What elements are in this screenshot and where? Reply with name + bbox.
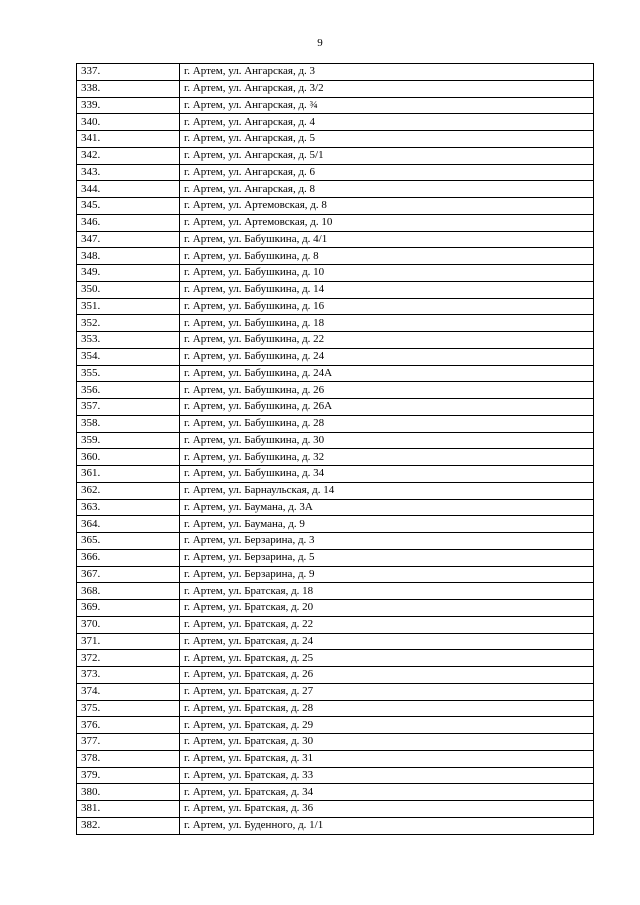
row-address: г. Артем, ул. Бабушкина, д. 22 [180, 332, 594, 349]
row-number: 375. [77, 700, 180, 717]
row-number: 341. [77, 131, 180, 148]
row-number: 350. [77, 281, 180, 298]
row-number: 376. [77, 717, 180, 734]
row-address: г. Артем, ул. Артемовская, д. 10 [180, 214, 594, 231]
row-number: 360. [77, 449, 180, 466]
row-number: 338. [77, 80, 180, 97]
row-address: г. Артем, ул. Бабушкина, д. 4/1 [180, 231, 594, 248]
table-row [77, 533, 594, 550]
table-row [77, 667, 594, 684]
address-table-body [77, 64, 594, 835]
table-row [77, 516, 594, 533]
row-address: г. Артем, ул. Ангарская, д. 5/1 [180, 147, 594, 164]
row-number: 339. [77, 97, 180, 114]
row-address: г. Артем, ул. Бабушкина, д. 16 [180, 298, 594, 315]
row-number: 345. [77, 198, 180, 215]
table-row [77, 382, 594, 399]
table-row [77, 131, 594, 148]
row-address: г. Артем, ул. Бабушкина, д. 32 [180, 449, 594, 466]
table-row [77, 97, 594, 114]
row-address: г. Артем, ул. Берзарина, д. 3 [180, 533, 594, 550]
row-number: 340. [77, 114, 180, 131]
row-number: 343. [77, 164, 180, 181]
row-address: г. Артем, ул. Братская, д. 33 [180, 767, 594, 784]
row-address: г. Артем, ул. Братская, д. 25 [180, 650, 594, 667]
row-address: г. Артем, ул. Ангарская, д. 4 [180, 114, 594, 131]
table-row [77, 650, 594, 667]
table-row [77, 164, 594, 181]
row-address: г. Артем, ул. Бабушкина, д. 18 [180, 315, 594, 332]
row-address: г. Артем, ул. Буденного, д. 1/1 [180, 817, 594, 834]
row-number: 374. [77, 683, 180, 700]
table-row [77, 281, 594, 298]
table-row [77, 181, 594, 198]
table-row [77, 298, 594, 315]
row-address: г. Артем, ул. Бабушкина, д. 34 [180, 466, 594, 483]
row-address: г. Артем, ул. Бабушкина, д. 28 [180, 415, 594, 432]
row-number: 348. [77, 248, 180, 265]
table-row [77, 801, 594, 818]
row-number: 379. [77, 767, 180, 784]
row-address: г. Артем, ул. Бабушкина, д. 10 [180, 265, 594, 282]
row-number: 366. [77, 549, 180, 566]
table-row [77, 214, 594, 231]
table-row [77, 80, 594, 97]
row-number: 364. [77, 516, 180, 533]
row-number: 342. [77, 147, 180, 164]
row-address: г. Артем, ул. Ангарская, д. 5 [180, 131, 594, 148]
table-row [77, 415, 594, 432]
row-address: г. Артем, ул. Братская, д. 34 [180, 784, 594, 801]
row-number: 381. [77, 801, 180, 818]
row-address: г. Артем, ул. Бабушкина, д. 26 [180, 382, 594, 399]
row-address: г. Артем, ул. Бабушкина, д. 30 [180, 432, 594, 449]
row-number: 367. [77, 566, 180, 583]
table-row [77, 64, 594, 81]
row-address: г. Артем, ул. Братская, д. 22 [180, 616, 594, 633]
table-row [77, 683, 594, 700]
table-row [77, 549, 594, 566]
table-row [77, 432, 594, 449]
row-number: 373. [77, 667, 180, 684]
row-number: 356. [77, 382, 180, 399]
row-address: г. Артем, ул. Ангарская, д. 8 [180, 181, 594, 198]
row-number: 346. [77, 214, 180, 231]
row-number: 362. [77, 482, 180, 499]
table-row [77, 583, 594, 600]
row-address: г. Артем, ул. Братская, д. 18 [180, 583, 594, 600]
table-row [77, 315, 594, 332]
table-row [77, 348, 594, 365]
row-address: г. Артем, ул. Братская, д. 31 [180, 750, 594, 767]
table-row [77, 717, 594, 734]
row-number: 382. [77, 817, 180, 834]
table-row [77, 616, 594, 633]
row-address: г. Артем, ул. Артемовская, д. 8 [180, 198, 594, 215]
table-row [77, 449, 594, 466]
table-row [77, 700, 594, 717]
row-address: г. Артем, ул. Баумана, д. 9 [180, 516, 594, 533]
row-address: г. Артем, ул. Ангарская, д. 3 [180, 64, 594, 81]
row-address: г. Артем, ул. Ангарская, д. 3/2 [180, 80, 594, 97]
row-number: 363. [77, 499, 180, 516]
row-number: 344. [77, 181, 180, 198]
row-address: г. Артем, ул. Бабушкина, д. 26А [180, 399, 594, 416]
table-row [77, 231, 594, 248]
table-row [77, 784, 594, 801]
row-number: 358. [77, 415, 180, 432]
table-row [77, 600, 594, 617]
row-address: г. Артем, ул. Братская, д. 36 [180, 801, 594, 818]
row-address: г. Артем, ул. Берзарина, д. 9 [180, 566, 594, 583]
row-number: 361. [77, 466, 180, 483]
row-number: 371. [77, 633, 180, 650]
row-address: г. Артем, ул. Бабушкина, д. 8 [180, 248, 594, 265]
table-row [77, 499, 594, 516]
row-number: 347. [77, 231, 180, 248]
row-address: г. Артем, ул. Бабушкина, д. 24 [180, 348, 594, 365]
table-row [77, 734, 594, 751]
table-row [77, 399, 594, 416]
address-table [76, 63, 594, 835]
table-row [77, 365, 594, 382]
row-number: 357. [77, 399, 180, 416]
row-number: 365. [77, 533, 180, 550]
row-address: г. Артем, ул. Братская, д. 29 [180, 717, 594, 734]
table-row [77, 466, 594, 483]
row-number: 368. [77, 583, 180, 600]
table-row [77, 332, 594, 349]
row-number: 359. [77, 432, 180, 449]
table-row [77, 114, 594, 131]
table-row [77, 248, 594, 265]
row-address: г. Артем, ул. Барнаульская, д. 14 [180, 482, 594, 499]
table-row [77, 566, 594, 583]
row-address: г. Артем, ул. Братская, д. 28 [180, 700, 594, 717]
row-number: 378. [77, 750, 180, 767]
row-number: 354. [77, 348, 180, 365]
table-row [77, 265, 594, 282]
row-number: 351. [77, 298, 180, 315]
row-number: 337. [77, 64, 180, 81]
row-number: 372. [77, 650, 180, 667]
table-row [77, 750, 594, 767]
row-number: 352. [77, 315, 180, 332]
table-row [77, 817, 594, 834]
table-row [77, 147, 594, 164]
row-number: 349. [77, 265, 180, 282]
row-number: 377. [77, 734, 180, 751]
row-number: 369. [77, 600, 180, 617]
row-address: г. Артем, ул. Братская, д. 27 [180, 683, 594, 700]
row-address: г. Артем, ул. Братская, д. 24 [180, 633, 594, 650]
page-number: 9 [317, 37, 323, 49]
row-address: г. Артем, ул. Бабушкина, д. 14 [180, 281, 594, 298]
row-address: г. Артем, ул. Бабушкина, д. 24А [180, 365, 594, 382]
row-number: 353. [77, 332, 180, 349]
row-address: г. Артем, ул. Ангарская, д. ¾ [180, 97, 594, 114]
row-address: г. Артем, ул. Братская, д. 26 [180, 667, 594, 684]
row-number: 355. [77, 365, 180, 382]
row-number: 380. [77, 784, 180, 801]
row-address: г. Артем, ул. Ангарская, д. 6 [180, 164, 594, 181]
row-address: г. Артем, ул. Братская, д. 30 [180, 734, 594, 751]
row-address: г. Артем, ул. Баумана, д. 3А [180, 499, 594, 516]
table-row [77, 482, 594, 499]
row-address: г. Артем, ул. Братская, д. 20 [180, 600, 594, 617]
row-address: г. Артем, ул. Берзарина, д. 5 [180, 549, 594, 566]
row-number: 370. [77, 616, 180, 633]
table-row [77, 633, 594, 650]
table-row [77, 767, 594, 784]
table-row [77, 198, 594, 215]
